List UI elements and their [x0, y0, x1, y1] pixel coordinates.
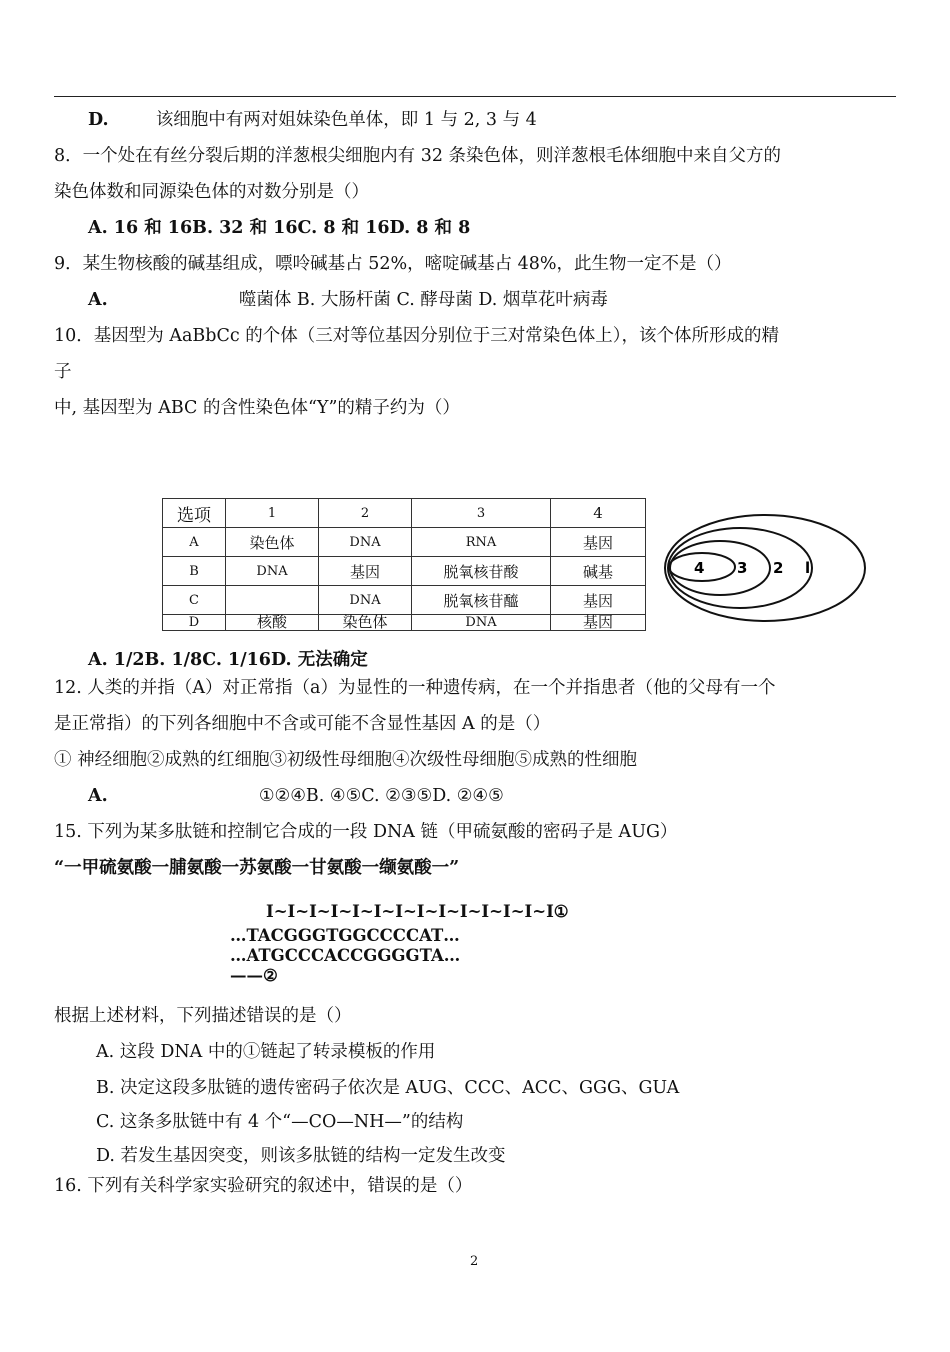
table-row [163, 528, 646, 557]
table-cell: 染色体 [226, 528, 319, 557]
table-header-row [163, 499, 646, 528]
options-table [162, 498, 646, 631]
table-row [163, 586, 646, 615]
ellipse-label-1: l [805, 559, 811, 577]
q8-options: A. 16 和 16B. 32 和 16C. 8 和 16D. 8 和 8 [88, 218, 471, 238]
table-cell: 碱基 [551, 557, 646, 586]
dna-strand-2-sequence: …ATGCCCACCGGGGTA… [230, 946, 461, 965]
q10-line2: 子 [54, 362, 72, 382]
table-cell: D [163, 615, 226, 631]
table-cell: DNA [319, 586, 412, 615]
q15-line2: “一甲硫氨酸一脯氨酸一苏氨酸一甘氨酸一缬氨酸一” [54, 858, 460, 878]
dna-strand-1-bonds: I~I~I~I~I~I~I~I~I~I~I~I~I~I① [266, 902, 569, 921]
q15-option-d: D. 若发生基因突变，则该多肽链的结构一定发生改变 [96, 1146, 506, 1166]
q12-line2: 是正常指）的下列各细胞中不含或可能不含显性基因 A 的是（） [54, 714, 551, 734]
q10-options: A. 1/2B. 1/8C. 1/16D. 无法确定 [88, 650, 368, 670]
page-number: 2 [470, 1254, 479, 1269]
q15-option-c: C. 这条多肽链中有 4 个“—CO—NH—”的结构 [96, 1112, 464, 1132]
ellipse-label-3: 3 [737, 559, 748, 577]
table-cell: DNA [319, 528, 412, 557]
q16-line1: 16. 下列有关科学家实验研究的叙述中，错误的是（） [54, 1176, 473, 1196]
q15-line3: 根据上述材料，下列描述错误的是（） [54, 1006, 352, 1026]
q12-line1: 12. 人类的并指（A）对正常指（a）为显性的一种遗传病，在一个并指患者（他的父母有一个 [54, 678, 776, 698]
table-header-cell: 2 [319, 499, 412, 528]
table-cell: 基因 [551, 528, 646, 557]
ellipse-3 [670, 541, 770, 595]
q12-option-a-label: A. [88, 786, 108, 806]
table-cell [226, 586, 319, 615]
table-cell: 基因 [319, 557, 412, 586]
q7-option-d [88, 108, 537, 132]
table-row [163, 557, 646, 586]
q7-option-d-text: 该细胞中有两对姐妹染色单体，即 1 与 2, 3 与 4 [155, 110, 537, 130]
table-header-cell: 3 [412, 499, 551, 528]
dna-strand-1-sequence: …TACGGGTGGCCCCAT… [230, 926, 460, 945]
header-rule [54, 96, 896, 97]
nested-ellipse-diagram [662, 512, 868, 624]
q10-line1: 10．基因型为 AaBbCc 的个体（三对等位基因分别位于三对常染色体上），该个体所形成的精 [54, 326, 779, 346]
q12-options-text: ①②④B. ④⑤C. ②③⑤D. ②④⑤ [258, 786, 504, 806]
q8-line1: 8．一个处在有丝分裂后期的洋葱根尖细胞内有 32 条染色体，则洋葱根毛体细胞中来自父方的 [54, 146, 782, 166]
table-header-cell: 4 [551, 499, 646, 528]
table-cell: DNA [412, 615, 551, 631]
table-cell: 染色体 [319, 615, 412, 631]
q12-options [88, 784, 504, 808]
table-row [163, 615, 646, 631]
q9-options-text: 噬菌体 B. 大肠杆菌 C. 酵母菌 D. 烟草花叶病毒 [238, 290, 608, 310]
table-cell: RNA [412, 528, 551, 557]
table-cell: 基因 [551, 586, 646, 615]
ellipse-label-4: 4 [694, 559, 705, 577]
q12-line3: ① 神经细胞②成熟的红细胞③初级性母细胞④次级性母细胞⑤成熟的性细胞 [54, 750, 638, 770]
ellipse-label-2: 2 [773, 559, 784, 577]
q15-option-b: B. 决定这段多肽链的遗传密码子依次是 AUG、CCC、ACC、GGG、GUA [96, 1078, 680, 1098]
q9-option-a-label: A. [88, 290, 108, 310]
q8-line2: 染色体数和同源染色体的对数分别是（） [54, 182, 369, 202]
table-cell: 核酸 [226, 615, 319, 631]
q7-option-d-label: D. [88, 110, 109, 130]
table-cell: A [163, 528, 226, 557]
q9-options [88, 288, 608, 312]
q9-line1: 9．某生物核酸的碱基组成，嘌呤碱基占 52%，嘧啶碱基占 48%，此生物一定不是（） [54, 254, 732, 274]
table-cell: 基因 [551, 615, 646, 631]
table-header-cell: 1 [226, 499, 319, 528]
q15-line1: 15. 下列为某多肽链和控制它合成的一段 DNA 链（甲硫氨酸的密码子是 AUG） [54, 822, 678, 842]
q10-line3: 中, 基因型为 ABC 的含性染色体“Y”的精子约为（） [54, 398, 460, 418]
table-cell: C [163, 586, 226, 615]
table-cell: 脱氧核苷醯 [412, 586, 551, 615]
table-cell: 脱氧核苷酸 [412, 557, 551, 586]
dna-strand-2-label: ——② [230, 966, 278, 985]
q15-option-a: A. 这段 DNA 中的①链起了转录模板的作用 [96, 1042, 436, 1062]
table-cell: DNA [226, 557, 319, 586]
table-cell: B [163, 557, 226, 586]
table-header-cell: 选项 [163, 499, 226, 528]
